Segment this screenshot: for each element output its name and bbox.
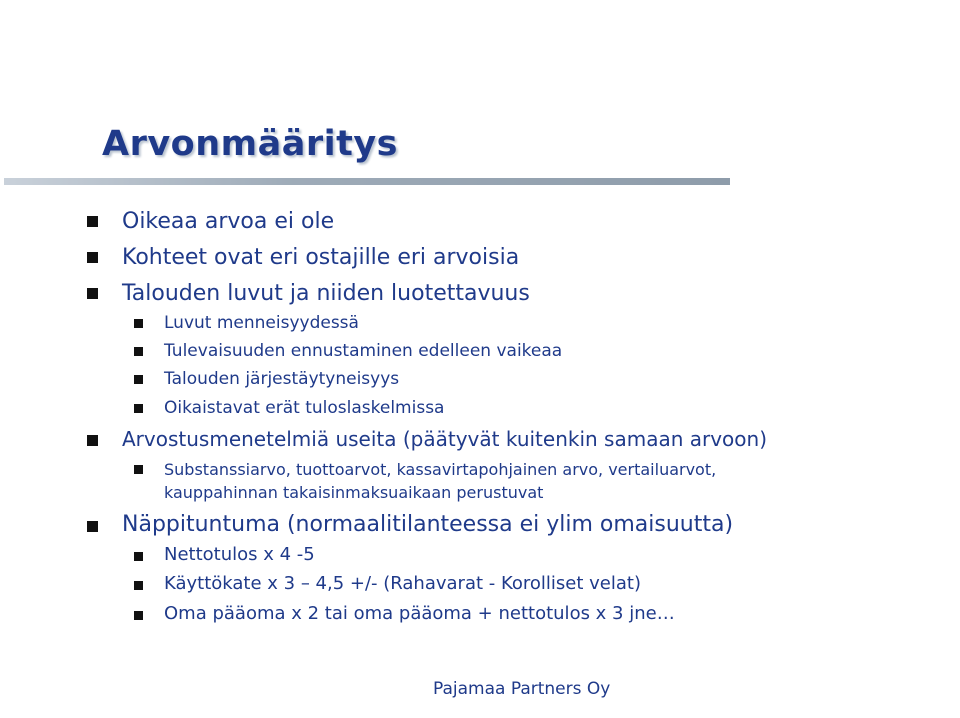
bullet-item: Näppituntuma (normaalitilanteessa ei ylim omaisuutta) bbox=[122, 512, 734, 537]
sub-bullet-item: Nettotulos x 4 -5 bbox=[164, 544, 315, 565]
footer-company: Pajamaa Partners Oy bbox=[433, 679, 611, 699]
bullet-item: Kohteet ovat eri ostajille eri arvoisia bbox=[122, 245, 520, 270]
bullet-square-icon bbox=[87, 435, 98, 446]
bullet-square-icon bbox=[87, 216, 98, 227]
sub-bullet-square-icon bbox=[134, 581, 143, 590]
bullet-square-icon bbox=[87, 288, 98, 299]
sub-bullet-square-icon bbox=[134, 404, 143, 413]
sub-bullet-square-icon bbox=[134, 347, 143, 356]
sub-bullet-square-icon bbox=[134, 465, 143, 474]
bullet-item: Oikeaa arvoa ei ole bbox=[122, 209, 335, 234]
bullet-square-icon bbox=[87, 521, 98, 532]
sub-bullet-item: Tulevaisuuden ennustaminen edelleen vaikeaa bbox=[164, 341, 563, 361]
sub-bullet-item: Talouden järjestäytyneisyys bbox=[164, 369, 400, 389]
sub-bullet-item-continued: kauppahinnan takaisinmaksuaikaan perustuvat bbox=[164, 483, 544, 502]
sub-bullet-item: Käyttökate x 3 – 4,5 +/- (Rahavarat - Korolliset velat) bbox=[164, 573, 641, 594]
bullet-square-icon bbox=[87, 252, 98, 263]
slide-title: Arvonmääritys bbox=[102, 124, 398, 164]
sub-bullet-square-icon bbox=[134, 319, 143, 328]
sub-bullet-square-icon bbox=[134, 611, 143, 620]
sub-bullet-item: Oikaistavat erät tuloslaskelmissa bbox=[164, 398, 445, 418]
sub-bullet-item: Luvut menneisyydessä bbox=[164, 313, 359, 333]
sub-bullet-square-icon bbox=[134, 375, 143, 384]
sub-bullet-item: Substanssiarvo, tuottoarvot, kassavirtapohjainen arvo, vertailuarvot, bbox=[164, 460, 717, 479]
bullet-item: Talouden luvut ja niiden luotettavuus bbox=[122, 281, 530, 306]
sub-bullet-square-icon bbox=[134, 552, 143, 561]
sub-bullet-item: Oma pääoma x 2 tai oma pääoma + nettotulos x 3 jne… bbox=[164, 603, 675, 624]
bullet-item: Arvostusmenetelmiä useita (päätyvät kuitenkin samaan arvoon) bbox=[122, 427, 768, 451]
